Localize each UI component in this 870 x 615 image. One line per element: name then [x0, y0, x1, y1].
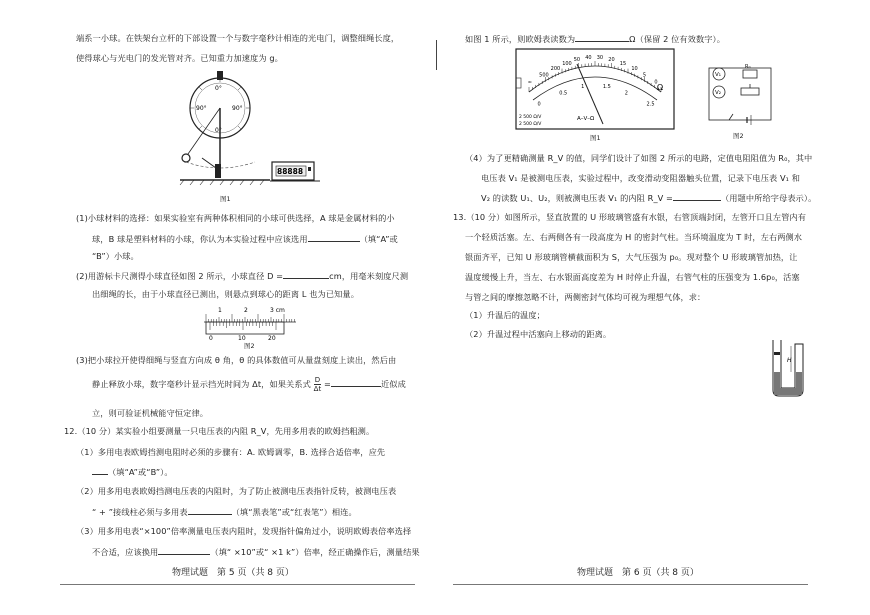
- q2-answer-blank[interactable]: [283, 269, 329, 279]
- omega-symbol: Ω: [657, 83, 664, 92]
- meter-lower-label: 0: [537, 101, 541, 108]
- fig2-caption: 图2: [244, 342, 255, 350]
- circuit-figure: [705, 62, 775, 132]
- dial-label-left: 90°: [196, 105, 207, 112]
- q12-p3-line-2-suffix: （填“ ×10”或“ ×1 k”）倍率，经正确操作后，测量结果: [210, 547, 420, 557]
- left-footer-rule: [60, 584, 415, 585]
- meter-lower-label: 0.5: [559, 90, 568, 97]
- q13-line-5: 与管之间的摩擦忽略不计，两侧密封气体均可视为理想气体，求：: [465, 292, 706, 302]
- q4-line-2: 电压表 V₁ 是被测电压表，实验过程中，改变滑动变阻器触头位置，记录下电压表 V₁ 和: [481, 173, 801, 183]
- circuit-label-v2: V₂: [715, 90, 721, 96]
- q1-line-2: [92, 232, 398, 245]
- q12-p3-line-2: [92, 545, 420, 558]
- q12-p3-answer-blank[interactable]: [158, 545, 210, 555]
- q3-line-1: (3)把小球拉开使得细绳与竖直方向成 θ 角，θ 的具体数值可从量盘刻度上读出，然后由: [76, 355, 397, 365]
- meter-ohm-label: 10: [631, 66, 638, 73]
- q1-line-2-text: 球，B 球是塑料材料的小球，你认为本实验过程中应该选用: [92, 234, 308, 244]
- meter-lower-label: 1: [581, 83, 585, 90]
- q4-line-3-text: V₂ 的读数 U₁、U₂，则被测电压表 V₁ 的内阻 R_V =: [481, 193, 674, 203]
- meter-ohm-label: 5: [642, 72, 647, 79]
- right-intro-suffix: Ω（保留 2 位有效数字）。: [629, 34, 726, 44]
- q13-line-4: 温度缓慢上升，当左、右水银面高度差为 H 时停止升温，右管气柱的压强变为 1.6p₀，活塞: [465, 272, 800, 282]
- q4-answer-blank[interactable]: [673, 191, 721, 201]
- right-fig2-caption: 图2: [733, 132, 744, 140]
- q2-line-1: [76, 269, 408, 282]
- q3-line-2: [92, 376, 406, 393]
- u-tube-h-label: H: [787, 357, 792, 364]
- q13-part-1: （1）升温后的温度；: [465, 310, 545, 320]
- q3-line-2-suffix: 近似成: [381, 379, 406, 389]
- vernier-label-10: 10: [238, 335, 246, 342]
- meter-spec-1: 2 500 Ω/V: [519, 115, 542, 120]
- q3-line-2-text: 静止释放小球，数字毫秒计显示挡光时间为 Δt，如果关系式: [92, 379, 311, 389]
- right-footer-rule: [453, 584, 808, 585]
- vernier-label-20: 20: [268, 335, 276, 342]
- right-page-footer: 物理试题 第 6 页（共 8 页）: [577, 568, 699, 578]
- meter-ohm-label: 0: [654, 79, 658, 86]
- q12-p1-line-2-text: （填“A”或“B”）。: [108, 467, 173, 477]
- meter-ohm-label: ∞: [527, 79, 532, 86]
- meter-ohm-label: 50: [573, 57, 581, 64]
- meter-lower-label: 1.5: [602, 83, 611, 90]
- q3-frac-num: D: [314, 376, 321, 384]
- q12-stem: 12.（10 分）某实验小组要测量一只电压表的内阻 R_V，先用多用表的欧姆挡粗测。: [64, 426, 375, 436]
- right-intro-text: 如图 1 所示，则欧姆表读数为: [465, 34, 576, 44]
- circuit-label-v1: V₁: [715, 72, 721, 78]
- q13-line-1: 13.（10 分）如图所示，竖直放置的 U 形玻璃管盛有水银，右管顶端封闭，左管开口且左管内有: [453, 212, 807, 222]
- q13-line-2: 一个轻质活塞。左、右两侧各有一段高度为 H 的密封气柱。当环境温度为 T 时，左右两侧水: [465, 232, 803, 242]
- multimeter-dial-figure: [515, 48, 675, 134]
- q1-answer-blank[interactable]: [308, 232, 360, 242]
- intro-line-1: 端系一小球。在铁架台立杆的下部设置一个与数字毫秒计相连的光电门，调整细绳长度，: [76, 33, 400, 43]
- main-scale-label-3: 3 cm: [270, 307, 285, 314]
- dial-label-right: 90°: [232, 105, 243, 112]
- q3-equals: =: [324, 379, 332, 389]
- meter-ohm-label: 100: [562, 60, 572, 67]
- q1-line-3: “B”）小球。: [92, 251, 139, 261]
- vernier-caliper-figure: [200, 304, 300, 342]
- q13-line-3: 银面齐平，已知 U 形玻璃管横截面积为 S，大气压强为 p₀。现对整个 U 形玻璃管加热，让: [465, 252, 798, 262]
- meter-ohm-label: 30: [596, 55, 604, 62]
- q12-p1-line-1: （1）多用电表欧姆挡测电阻时必须的步骤有：A. 欧姆调零，B. 选择合适倍率，应先: [76, 447, 386, 457]
- left-page-footer: 物理试题 第 5 页（共 8 页）: [172, 568, 294, 578]
- u-tube-figure: [765, 338, 811, 400]
- q2-line-2: 出细绳的长，由于小球直径已测出，则悬点到球心的距离 L 也为已知量。: [92, 289, 359, 299]
- main-scale-label-1: 1: [218, 307, 222, 314]
- q3-frac-den: Δt: [313, 385, 322, 393]
- q3-line-3: 立，则可验证机械能守恒定律。: [92, 408, 209, 418]
- dial-label-top: 0°: [215, 85, 222, 92]
- q12-p1-answer-blank[interactable]: [92, 465, 108, 475]
- q12-p2-line-2: [92, 505, 357, 518]
- q13-part-2: （2）升温过程中活塞向上移动的距离。: [465, 329, 612, 339]
- fig1-caption: 图1: [220, 195, 231, 203]
- meter-ohm-label: 40: [585, 55, 592, 62]
- ohm-reading-blank[interactable]: [575, 32, 629, 42]
- main-scale-label-2: 2: [244, 307, 248, 314]
- q12-p1-line-2: [92, 465, 173, 478]
- q4-line-3: [481, 191, 816, 204]
- q12-p2-line-2-text: “ + ”接线柱必须与多用表: [92, 507, 188, 517]
- intro-line-2: 使得球心与光电门的发光管对齐。已知重力加速度为 g。: [76, 53, 283, 63]
- meter-ohm-label: 15: [619, 60, 627, 67]
- q12-p2-line-2-suffix: （填“黑表笔”或“红表笔”）相连。: [231, 507, 357, 517]
- q1-line-1: (1)小球材料的选择：如果实验室有两种体积相同的小球可供选择，A 球是金属材料的小: [76, 213, 395, 223]
- meter-spec-2: 2 500 Ω/V: [519, 122, 542, 127]
- q12-p2-line-1: （2）用多用电表欧姆挡测电压表的内阻时，为了防止被测电压表指针反转，被测电压表: [76, 486, 397, 496]
- q2-line-1-text: (2)用游标卡尺测得小球直径如图 2 所示，小球直径 D =: [76, 271, 284, 281]
- right-fig1-caption: 图1: [590, 134, 601, 142]
- meter-ohm-label: 200: [550, 66, 561, 73]
- meter-lower-label: 2.5: [646, 101, 655, 108]
- q3-answer-blank[interactable]: [331, 377, 381, 387]
- pendulum-figure: [160, 66, 340, 196]
- meter-ohm-label: 20: [608, 57, 615, 64]
- circuit-label-r0: R₀: [745, 64, 751, 70]
- q1-line-2-suffix: （填“A”或: [359, 234, 398, 244]
- dial-label-bottom: 0°: [215, 127, 222, 134]
- q3-fraction: [314, 376, 322, 393]
- meter-lower-label: 2: [624, 90, 628, 97]
- timer-display: 88888: [277, 167, 304, 176]
- q2-line-1-suffix: cm，用毫米刻度尺测: [329, 271, 409, 281]
- vernier-label-0: 0: [209, 335, 213, 342]
- q4-line-1: （4）为了更精确测量 R_V 的值，同学们设计了如图 2 所示的电路，定值电阻阻值为 R₀，其中: [465, 153, 813, 163]
- right-intro: [465, 32, 725, 45]
- meter-center-text: A–V–Ω: [577, 116, 595, 122]
- q12-p2-answer-blank[interactable]: [188, 505, 232, 515]
- meter-ohm-label: 500: [539, 72, 549, 79]
- right-page: [435, 0, 870, 615]
- q12-p3-line-1: （3）用多用电表“×100”倍率测量电压表内阻时，发现指针偏角过小，说明欧姆表倍率选择: [76, 526, 412, 536]
- q4-line-3-suffix: （用题中所给字母表示）。: [721, 193, 817, 203]
- q12-p3-line-2-text: 不合适，应该换用: [92, 547, 159, 557]
